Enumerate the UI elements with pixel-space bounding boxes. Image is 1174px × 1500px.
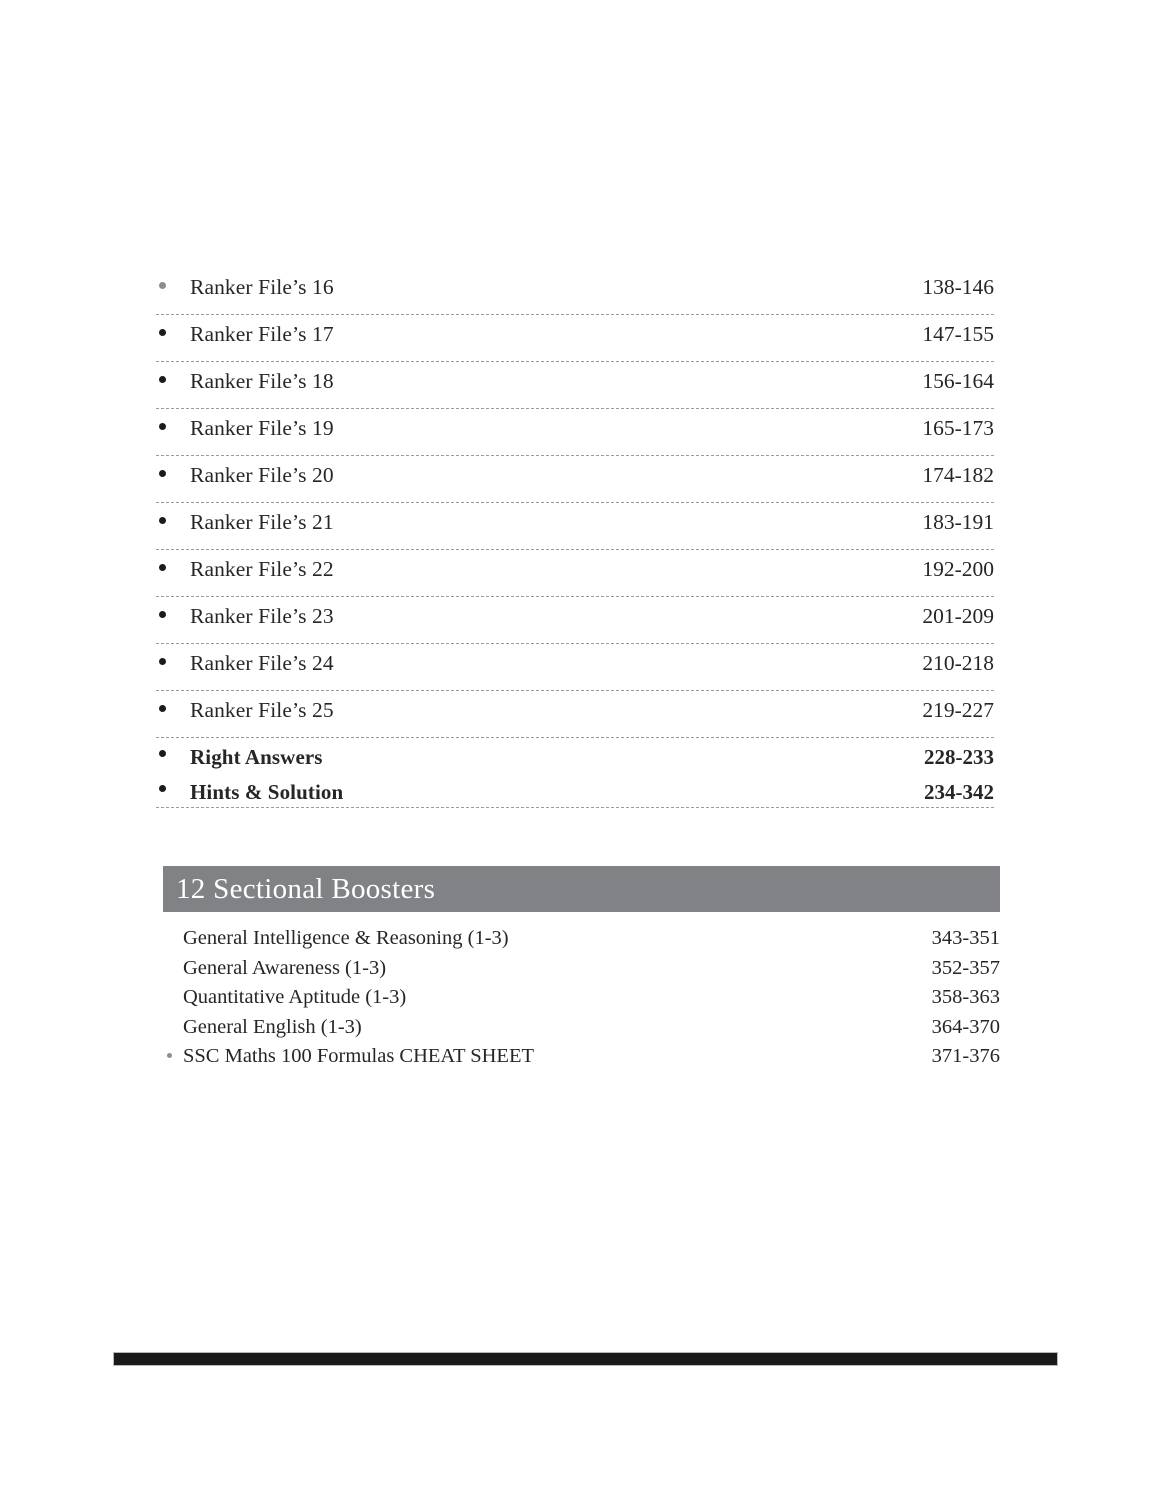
toc-row[interactable] (156, 268, 994, 315)
toc-entry-pages: 210-218 (922, 651, 994, 675)
toc-row[interactable] (156, 597, 994, 644)
booster-entry-title: General English (1-3) (183, 1015, 362, 1038)
bullet-icon (167, 1053, 172, 1058)
toc-entry-title: Ranker File’s 24 (190, 651, 334, 675)
booster-entry-pages: 358-363 (931, 986, 1000, 1008)
bullet-icon (159, 376, 166, 383)
toc-entry-title: Hints & Solution (190, 780, 344, 804)
toc-row[interactable] (156, 773, 994, 808)
booster-entry-pages: 364-370 (931, 1015, 1000, 1038)
toc-entry-pages: 165-173 (922, 416, 994, 440)
toc-row[interactable] (156, 503, 994, 550)
toc-entry-title: Ranker File’s 21 (190, 510, 334, 534)
list-item[interactable] (163, 984, 1000, 1014)
bullet-icon (159, 705, 166, 712)
list-item[interactable] (163, 1043, 1000, 1073)
list-item[interactable] (163, 925, 1000, 955)
toc-entry-pages: 201-209 (922, 604, 994, 628)
booster-entry-pages: 352-357 (931, 956, 1000, 979)
table-of-contents-list (156, 268, 994, 808)
bullet-icon (159, 658, 166, 665)
bullet-icon (159, 329, 166, 336)
toc-row[interactable] (156, 644, 994, 691)
booster-entry-pages: 371-376 (931, 1045, 1000, 1067)
toc-entry-pages: 219-227 (922, 698, 994, 722)
list-item[interactable] (163, 955, 1000, 985)
toc-entry-pages: 138-146 (922, 275, 994, 299)
toc-entry-title: Ranker File’s 16 (190, 275, 334, 299)
bullet-icon (159, 564, 166, 571)
bullet-icon (159, 750, 166, 757)
toc-entry-title: Ranker File’s 19 (190, 416, 334, 440)
toc-entry-pages: 147-155 (922, 322, 994, 346)
bullet-icon (159, 423, 166, 430)
section-title: 12 Sectional Boosters (176, 873, 436, 905)
toc-entry-pages: 156-164 (922, 369, 994, 393)
booster-entry-title: Quantitative Aptitude (1-3) (183, 986, 407, 1008)
toc-entry-title: Ranker File’s 18 (190, 369, 334, 393)
bullet-icon (159, 517, 166, 524)
toc-entry-pages: 174-182 (922, 463, 994, 487)
toc-row[interactable] (156, 691, 994, 738)
footer-rule (113, 1352, 1058, 1366)
toc-entry-title: Ranker File’s 23 (190, 604, 334, 628)
toc-row[interactable] (156, 362, 994, 409)
section-header-bar (163, 866, 1000, 912)
bullet-icon (159, 470, 166, 477)
toc-entry-pages: 228-233 (924, 745, 994, 769)
toc-entry-pages: 192-200 (922, 557, 994, 581)
toc-row[interactable] (156, 409, 994, 456)
list-item[interactable] (163, 1014, 1000, 1044)
toc-entry-pages: 234-342 (924, 780, 994, 804)
bullet-icon (159, 611, 166, 618)
sectional-boosters-list (163, 925, 1000, 1073)
toc-entry-title: Ranker File’s 22 (190, 557, 334, 581)
booster-entry-pages: 343-351 (931, 927, 1000, 949)
bullet-icon (159, 785, 166, 792)
booster-entry-title: General Intelligence & Reasoning (1-3) (183, 927, 509, 949)
toc-row[interactable] (156, 550, 994, 597)
toc-entry-title: Ranker File’s 20 (190, 463, 334, 487)
toc-row[interactable] (156, 456, 994, 503)
toc-entry-title: Ranker File’s 25 (190, 698, 334, 722)
booster-entry-title: SSC Maths 100 Formulas CHEAT SHEET (183, 1045, 535, 1067)
bullet-icon (159, 282, 166, 289)
toc-row[interactable] (156, 738, 994, 773)
toc-entry-pages: 183-191 (922, 510, 994, 534)
booster-entry-title: General Awareness (1-3) (183, 956, 387, 979)
toc-entry-title: Right Answers (190, 745, 323, 769)
toc-row[interactable] (156, 315, 994, 362)
toc-entry-title: Ranker File’s 17 (190, 322, 334, 346)
